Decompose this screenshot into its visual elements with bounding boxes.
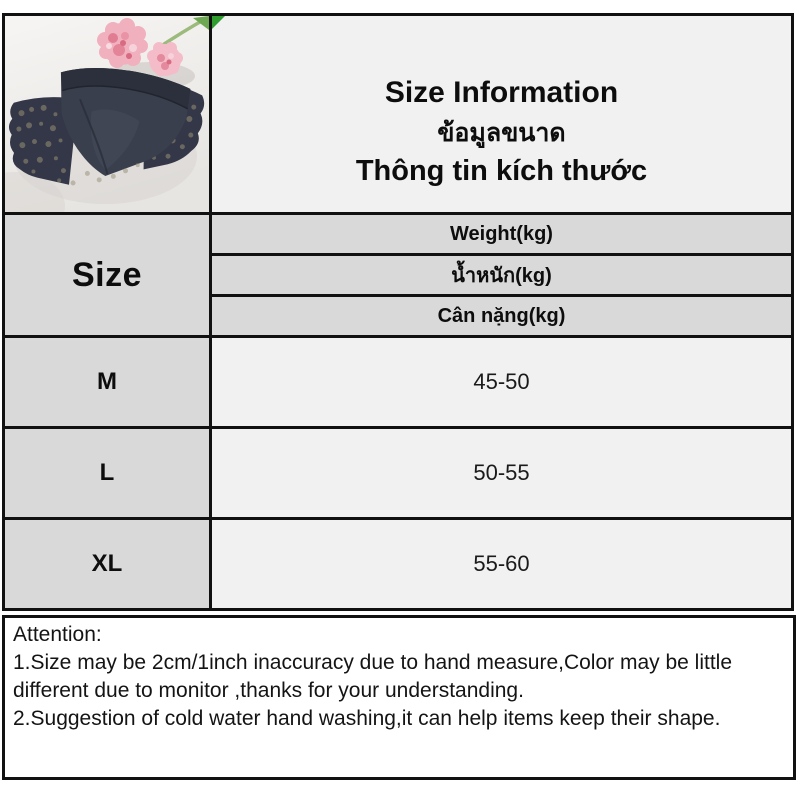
size-table xyxy=(2,13,794,611)
attention-item-1: 1.Size may be 2cm/1inch inaccuracy due to hand measure,Color may be little different due to monitor ,thanks for your understanding. xyxy=(13,650,733,702)
product-photo-graphic xyxy=(5,16,209,212)
weight-header-th: น้ำหนัก(kg) xyxy=(212,256,791,294)
table-row-weight-xl: 55-60 xyxy=(212,520,791,608)
table-row-size-m: M xyxy=(5,338,209,426)
title-vietnamese: Thông tin kích thước xyxy=(355,154,648,187)
size-column-header xyxy=(5,215,209,335)
attention-heading: Attention: xyxy=(13,623,102,646)
table-row-weight-l: 50-55 xyxy=(212,429,791,517)
title-cell xyxy=(212,16,791,212)
size-header-label: Size xyxy=(71,255,143,294)
attention-note xyxy=(2,615,796,780)
title-english: Size Information xyxy=(384,75,619,109)
weight-header-en: Weight(kg) xyxy=(212,215,791,253)
attention-item-2: 2.Suggestion of cold water hand washing,it can help items keep their shape. xyxy=(13,706,721,730)
product-photo xyxy=(5,16,209,212)
weight-header-vi: Cân nặng(kg) xyxy=(212,297,791,335)
title-thai: ข้อมูลขนาด xyxy=(437,119,566,148)
cell-corner-marker-icon xyxy=(212,16,225,29)
table-row-size-xl: XL xyxy=(5,520,209,608)
table-row-weight-m: 45-50 xyxy=(212,338,791,426)
table-row-size-l: L xyxy=(5,429,209,517)
